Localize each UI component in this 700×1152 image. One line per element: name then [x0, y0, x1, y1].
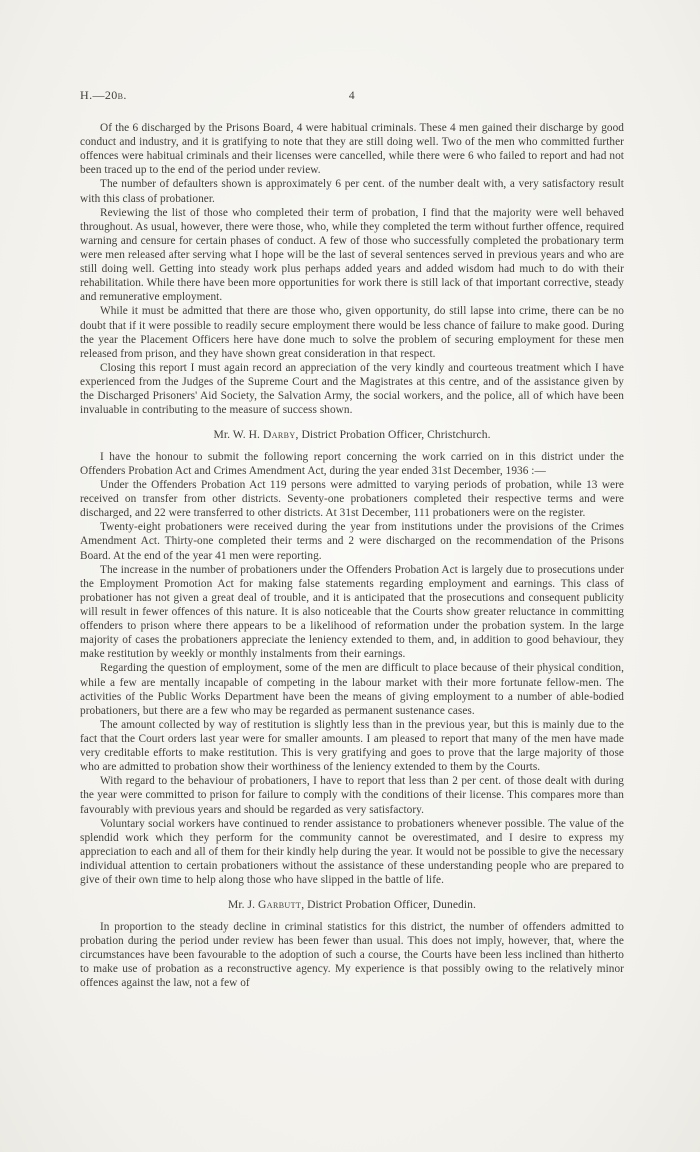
paragraph: The increase in the number of probationers under the Offenders Probation Act is largely due to prosecutions under the Employment Promotion Act for making false statements regarding employment and earnings. This class of probationer has not given a great deal of trouble, and it is anticipated that the prosecutions and consequent publicity will result in fewer offences of this nature. It is also noticeable that the Courts show greater reluctance in committing offenders to prison where there appears to be a likelihood of reformation under the probation system. In the large majority of cases the probationers appreciate the leniency extended to them, and, in addition to good behaviour, they make restitution by weekly or monthly instalments from their earnings.: [80, 563, 624, 661]
heading-suffix: , District Probation Officer, Dunedin.: [301, 898, 476, 912]
paragraph: While it must be admitted that there are those who, given opportunity, do still lapse into crime, there can be no doubt that if it were possible to readily secure employment there would be less chance of failure to make good. During the year the Placement Officers here have done much to solve the problem of securing employment for these men released from prison, and they have shown great consideration in that respect.: [80, 305, 624, 360]
heading-officer-name: Garbutt: [258, 898, 302, 912]
section-heading-garbutt: [80, 898, 624, 912]
document-body: [80, 121, 624, 990]
paragraph: Voluntary social workers have continued to render assistance to probationers whenever possible. The value of the splendid work which they perform for the community cannot be overestimated, and I desire to express my appreciation to each and all of them for their kindly help during the year. It would not be possible to give the necessary individual attention to certain probationers without the assistance of these understanding people who are prepared to give of their own time to help along those who have slipped in the battle of life.: [80, 817, 624, 887]
paragraph: With regard to the behaviour of probationers, I have to report that less than 2 per cent. of those dealt with during the year were committed to prison for failure to comply with the conditions of their license. This compares more than favourably with previous years and should be regarded as very satisfactory.: [80, 775, 624, 816]
heading-prefix: Mr. W. H.: [213, 428, 263, 442]
heading-suffix: , District Probation Officer, Christchurch.: [295, 428, 491, 442]
page-header: [80, 88, 624, 103]
section-heading-darby: [80, 428, 624, 442]
paragraph: Under the Offenders Probation Act 119 persons were admitted to varying periods of probation, while 13 were received on transfer from other districts. Seventy-one probationers completed their respective terms and were discharged, and 22 were transferred to other districts. At 31st December, 111 probationers were on the register.: [80, 479, 624, 520]
paragraph: Reviewing the list of those who completed their term of probation, I find that the majority were well behaved throughout. As usual, however, there were those, who, while they completed the term without further offence, required warning and censure for certain phases of conduct. A few of those who successfully completed the probationary term were men released after serving what I hope will be the last of several sentences served in previous years and who are still doing well. Getting into steady work plus perhaps added years and added wisdom had much to do with their rehabilitation. While there have been more opportunities for work there is still lack of that important corrective, steady and remunerative employment.: [80, 206, 624, 304]
heading-prefix: Mr. J.: [228, 898, 259, 912]
paragraph: The amount collected by way of restitution is slightly less than in the previous year, but this is mainly due to the fact that the Court orders last year were for smaller amounts. I am pleased to report that many of the men have made very creditable efforts to make restitution. This is very gratifying and goes to prove that the large majority of those who are admitted to probation show their worthiness of the leniency extended to them by the Courts.: [80, 718, 624, 774]
page-number: 4: [348, 90, 356, 102]
paragraph: I have the honour to submit the following report concerning the work carried on in this district under the Offenders Probation Act and Crimes Amendment Act, during the year ended 31st December, 1936 :—: [80, 450, 624, 477]
paragraph: In proportion to the steady decline in criminal statistics for this district, the number of offenders admitted to probation during the period under review has been fewer than usual. This does not imply, however, that, where the circumstances have been favourable to the adoption of such a course, the Courts have been less inclined than hitherto to make use of probation as a reconstructive agency. My experience is that possibly owing to the relatively minor offences against the law, not a few of: [80, 920, 624, 990]
paragraph: Twenty-eight probationers were received during the year from institutions under the provisions of the Crimes Amendment Act. Thirty-one completed their terms and 2 were discharged on the recommendation of the Prisons Board. At the end of the year 41 men were reporting.: [80, 521, 624, 562]
document-id: H.—20b.: [80, 88, 127, 102]
paragraph: Regarding the question of employment, some of the men are difficult to place because of their physical condition, while a few are mentally incapable of competing in the labour market with their more fortunate fellow-men. The activities of the Public Works Department have been the means of giving employment to a number of able-bodied probationers, but there are a few who may be regarded as permanent sustenance cases.: [80, 662, 624, 717]
paragraph: Of the 6 discharged by the Prisons Board, 4 were habitual criminals. These 4 men gained their discharge by good conduct and industry, and it is gratifying to note that they are still doing well. Two of the men who committed further offences were habitual criminals and their licenses were cancelled, while there were 6 who failed to report and had not been traced up to the end of the period under review.: [80, 122, 624, 177]
paragraph: The number of defaulters shown is approximately 6 per cent. of the number dealt with, a very satisfactory result with this class of probationer.: [80, 178, 624, 205]
heading-officer-name: Darby: [262, 428, 296, 442]
paragraph: Closing this report I must again record an appreciation of the very kindly and courteous treatment which I have experienced from the Judges of the Supreme Court and the Magistrates at this centre, and of the assistance given by the Discharged Prisoners' Aid Society, the Salvation Army, the social workers, and the police, all of which have been invaluable in contributing to the measure of success shown.: [80, 361, 624, 417]
